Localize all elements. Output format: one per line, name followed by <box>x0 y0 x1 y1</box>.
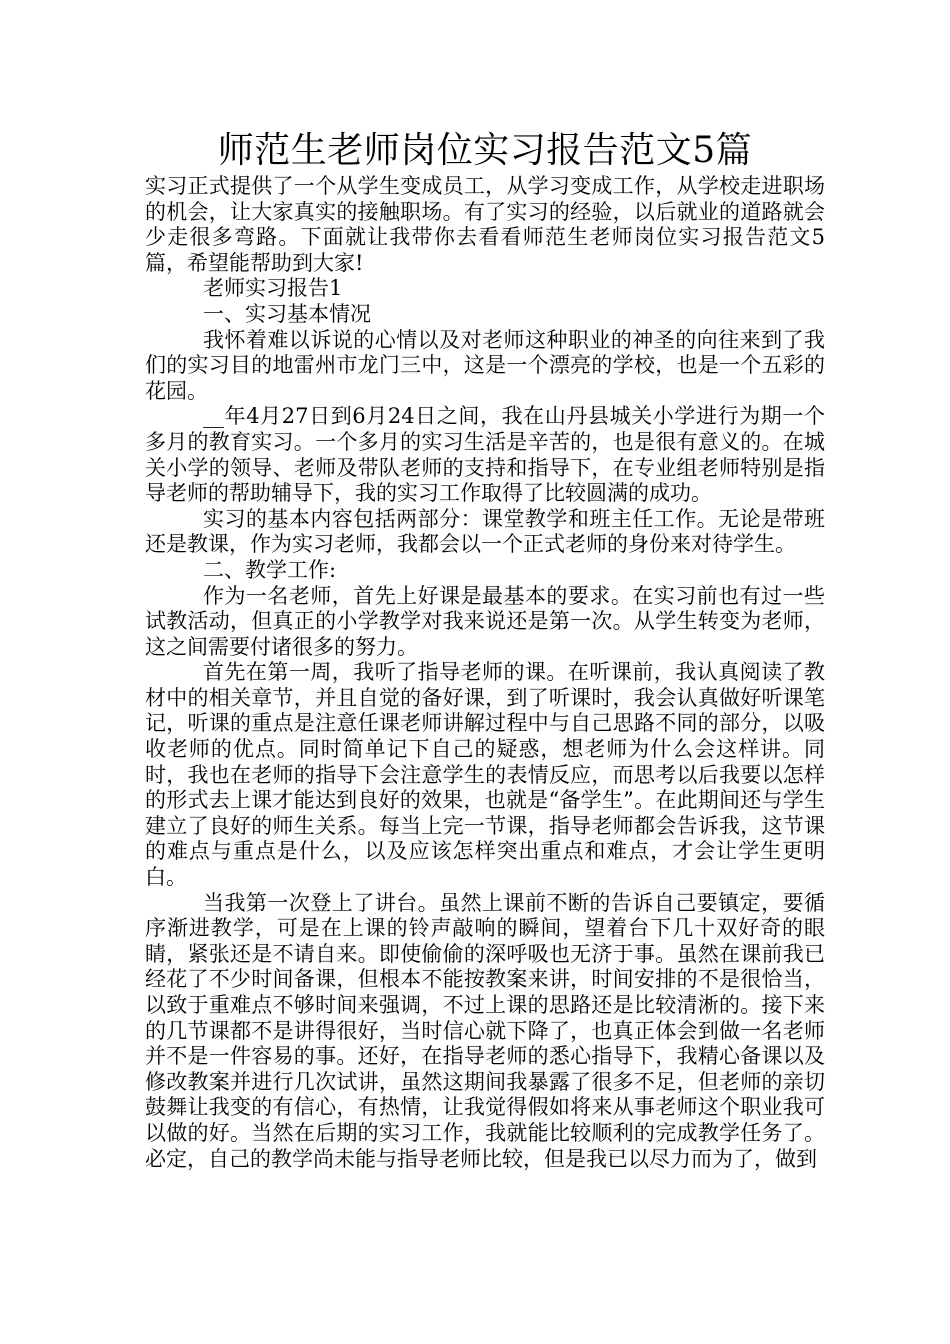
paragraph: 实习的基本内容包括两部分：课堂教学和班主任工作。无论是带班还是教课，作为实习老师，我都会以一个正式老师的身份来对待学生。 <box>145 506 825 557</box>
paragraph: __年4月27日到6月24日之间，我在山丹县城关小学进行为期一个多月的教育实习。一个多月的实习生活是辛苦的，也是很有意义的。在城关小学的领导、老师及带队老师的支持和指导下，在专业组老师特别是指导老师的帮助辅导下，我的实习工作取得了比较圆满的成功。 <box>145 404 825 506</box>
paragraph: 二、教学工作: <box>203 557 337 582</box>
document-page <box>145 128 825 1172</box>
paragraph: 作为一名老师，首先上好课是最基本的要求。在实习前也有过一些试教活动，但真正的小学教学对我来说还是第一次。从学生转变为老师，这之间需要付诸很多的努力。 <box>145 583 825 659</box>
paragraph: 一、实习基本情况 <box>203 301 371 326</box>
paragraph: 首先在第一周，我听了指导老师的课。在听课前，我认真阅读了教材中的相关章节，并且自觉的备好课，到了听课时，我会认真做好听课笔记，听课的重点是注意任课老师讲解过程中与自己思路不同的部分，以吸收老师的优点。同时简单记下自己的疑惑，想老师为什么会这样讲。同时，我也在老师的指导下会注意学生的表情反应，而思考以后我要以怎样的形式去上课才能达到良好的效果，也就是“备学生”。在此期间还与学生建立了良好的师生关系。每当上完一节课，指导老师都会告诉我，这节课的难点与重点是什么，以及应该怎样突出重点和难点，才会让学生更明白。 <box>145 660 825 890</box>
paragraph: 实习正式提供了一个从学生变成员工，从学习变成工作，从学校走进职场的机会，让大家真实的接触职场。有了实习的经验，以后就业的道路就会少走很多弯路。下面就让我带你去看看师范生老师岗位实习报告范文5篇，希望能帮助到大家! <box>145 174 825 275</box>
paragraph: 老师实习报告1 <box>203 276 343 301</box>
document-title: 师范生老师岗位实习报告范文5篇 <box>217 130 753 171</box>
paragraph: 我怀着难以诉说的心情以及对老师这种职业的神圣的向往来到了我们的实习目的地雷州市龙门三中，这是一个漂亮的学校，也是一个五彩的花园。 <box>145 327 825 403</box>
paragraph: 当我第一次登上了讲台。虽然上课前不断的告诉自己要镇定，要循序渐进教学，可是在上课的铃声敲响的瞬间，望着台下几十双好奇的眼睛，紧张还是不请自来。即使偷偷的深呼吸也无济于事。虽然在课前我已经花了不少时间备课，但根本不能按教案来讲，时间安排的不是很恰当，以致于重难点不够时间来强调，不过上课的思路还是比较清淅的。接下来的几节课都不是讲得很好，当时信心就下降了，也真正体会到做一名老师并不是一件容易的事。还好，在指导老师的悉心指导下，我精心备课以及修改教案并进行几次试讲，虽然这期间我暴露了很多不足，但老师的亲切鼓舞让我变的有信心，有热情，让我觉得假如将来从事老师这个职业我可以做的好。当然在后期的实习工作，我就能比较顺利的完成教学任务了。必定，自己的教学尚未能与指导老师比较，但是我已以尽力而为了，做到 <box>145 890 825 1171</box>
document-body <box>145 174 825 1172</box>
